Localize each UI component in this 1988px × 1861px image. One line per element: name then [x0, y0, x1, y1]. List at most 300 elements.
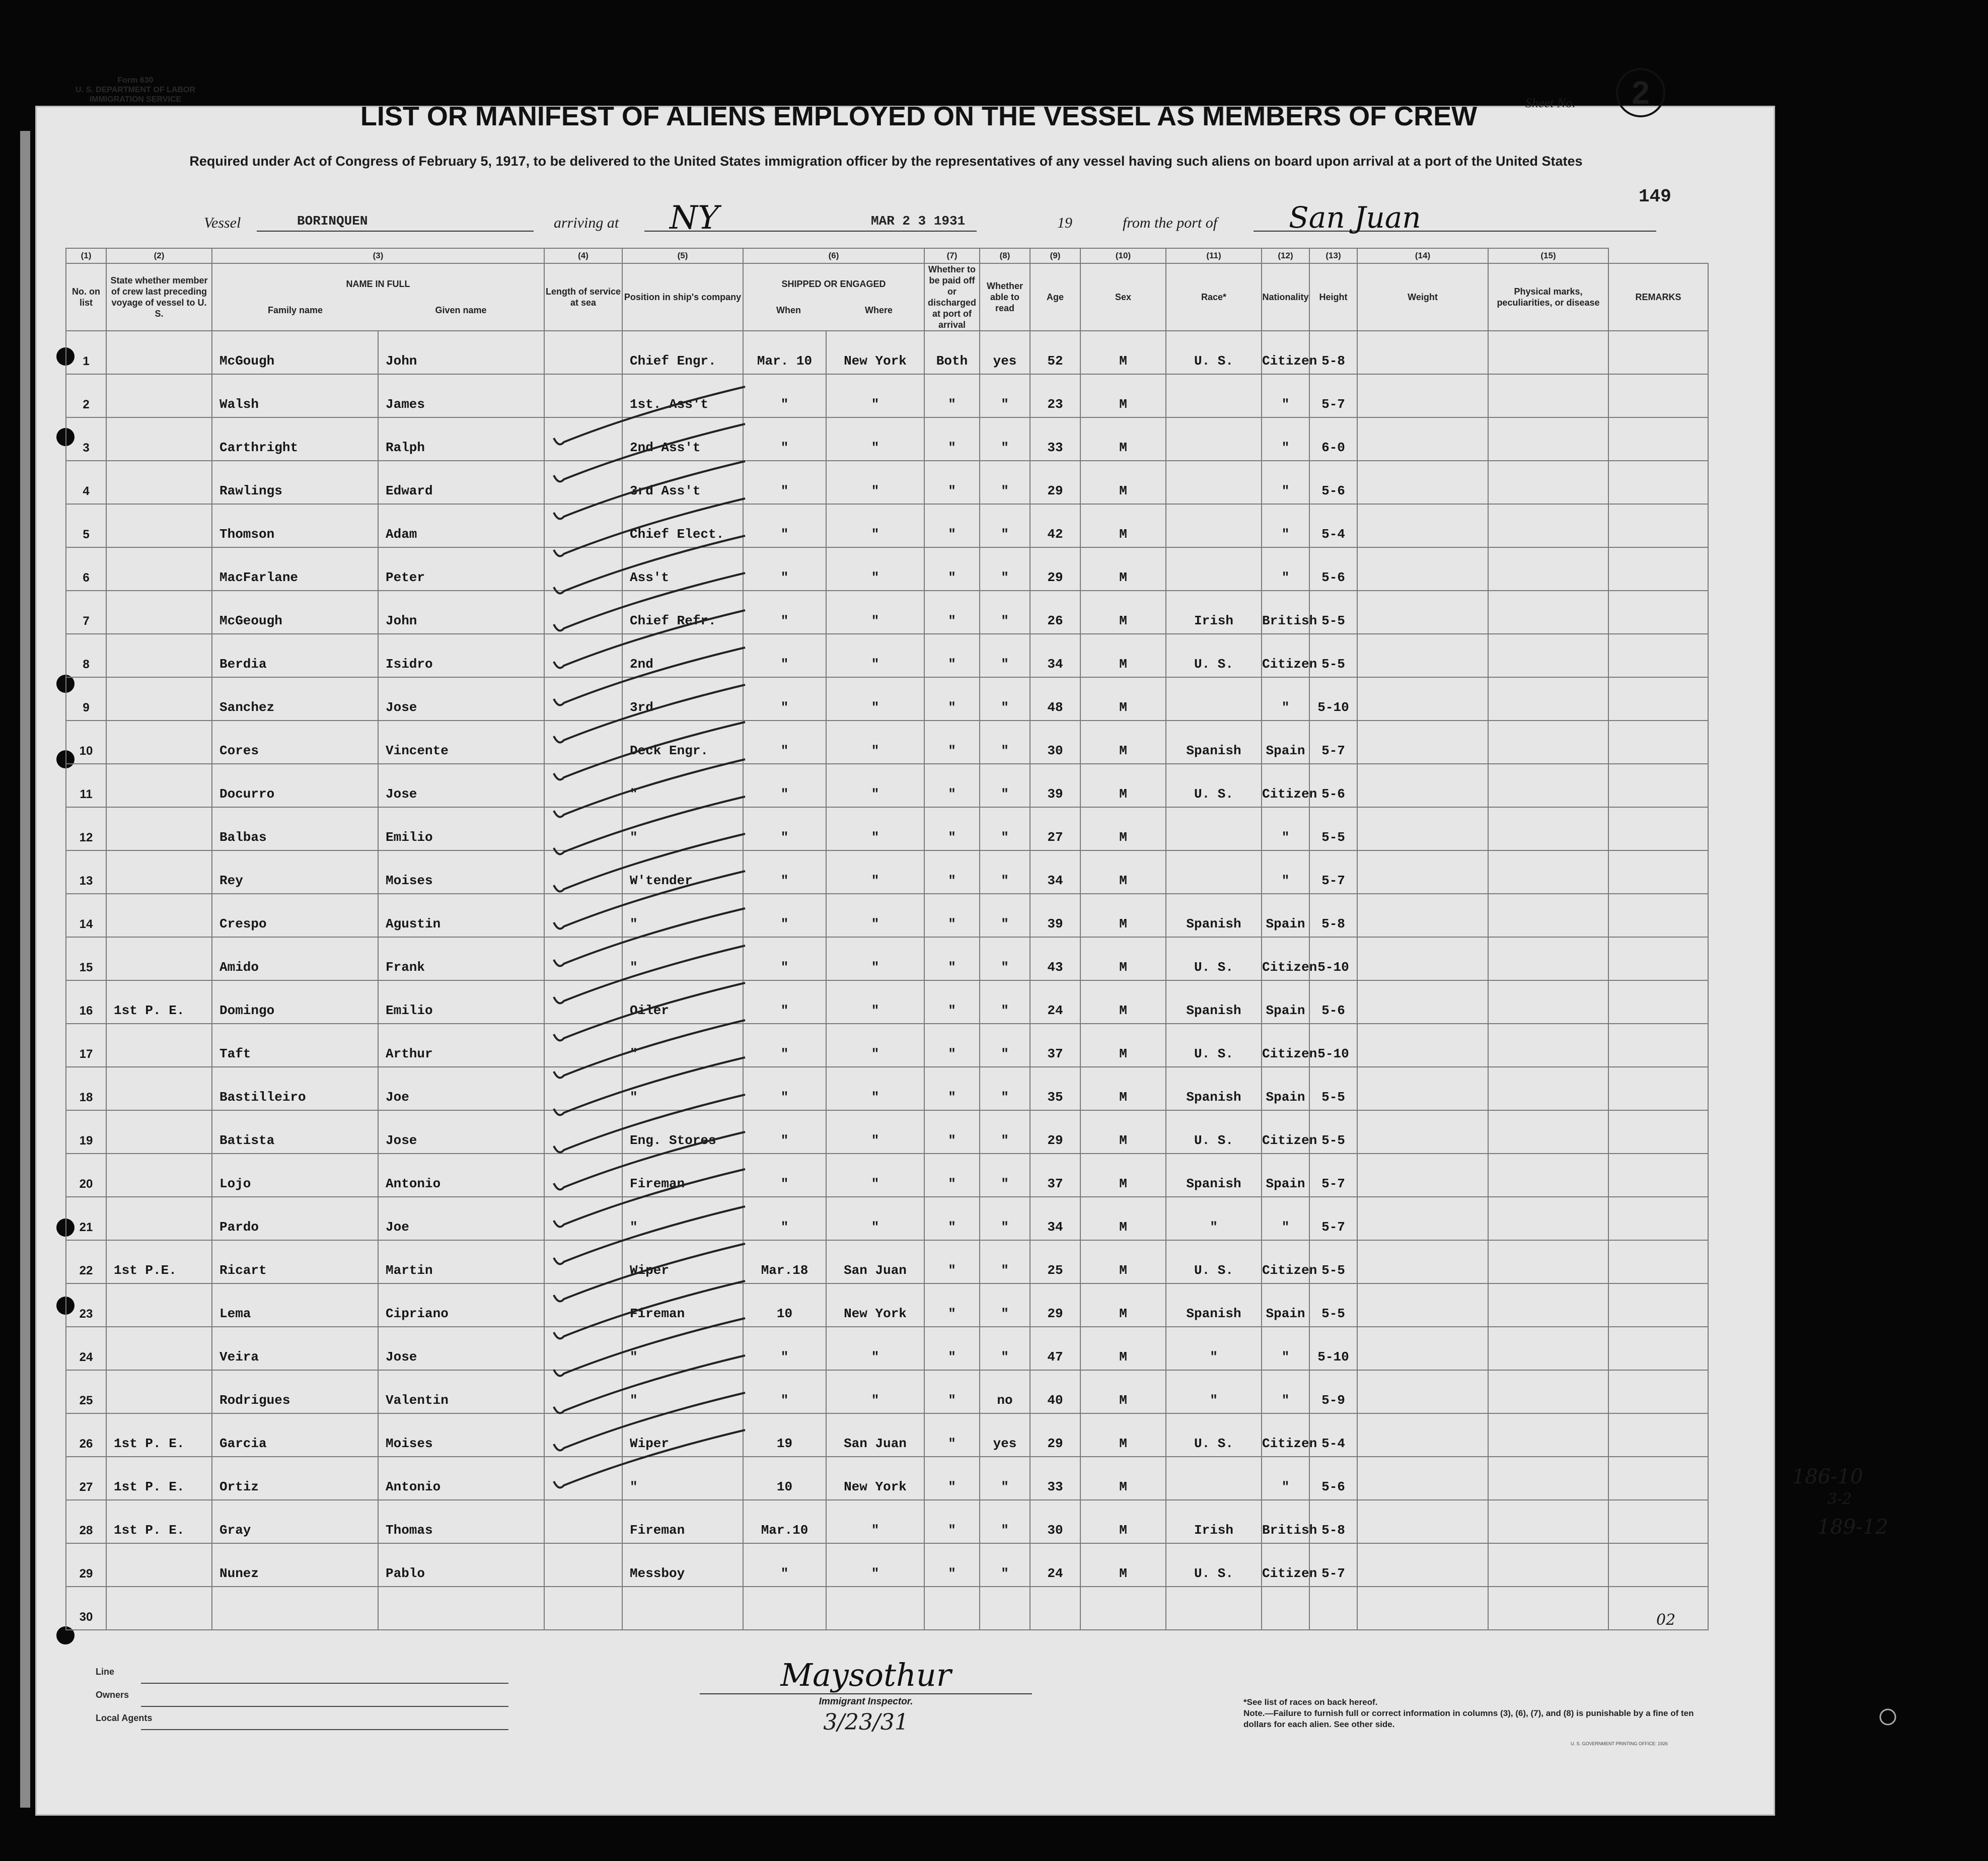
header-no-on-list: No. on list: [66, 263, 106, 331]
state-cell: [106, 1197, 212, 1240]
remarks-cell: [1608, 634, 1708, 677]
sex-cell: M: [1080, 764, 1166, 807]
remarks-cell: [1608, 1457, 1708, 1500]
able-to-read-cell: ": [980, 461, 1030, 504]
table-row: [66, 591, 1708, 634]
weight-cell: [1357, 504, 1488, 547]
check-mark: [554, 1393, 745, 1451]
family-name-cell: Domingo: [212, 980, 378, 1024]
sex-cell: M: [1080, 374, 1166, 417]
weight-cell: [1357, 1154, 1488, 1197]
remarks-cell: [1608, 721, 1708, 764]
shipped-where-cell: ": [826, 547, 924, 591]
given-name-cell: Cipriano: [378, 1283, 544, 1327]
race-cell: [1166, 677, 1262, 721]
nationality-cell: Spain: [1262, 1067, 1309, 1110]
able-to-read-cell: ": [980, 1197, 1030, 1240]
from-port-value: San Juan: [1289, 200, 1421, 235]
check-mark: [554, 983, 745, 1041]
remarks-cell: [1608, 1413, 1708, 1457]
header-height: Height: [1309, 263, 1357, 331]
row-number: 11: [66, 764, 106, 807]
able-to-read-cell: ": [980, 417, 1030, 461]
shipped-when-cell: ": [743, 1067, 826, 1110]
shipped-when-cell: Mar.10: [743, 1500, 826, 1543]
remarks-cell: [1608, 331, 1708, 374]
remarks-cell: [1608, 417, 1708, 461]
weight-cell: [1357, 1240, 1488, 1283]
race-cell: [1166, 504, 1262, 547]
row-number: 28: [66, 1500, 106, 1543]
row-number: 7: [66, 591, 106, 634]
sex-cell: M: [1080, 980, 1166, 1024]
physical-marks-cell: [1488, 1500, 1608, 1543]
family-name-cell: Berdia: [212, 634, 378, 677]
able-to-read-cell: ": [980, 1543, 1030, 1587]
row-number: 24: [66, 1327, 106, 1370]
paid-off-cell: ": [924, 417, 980, 461]
check-mark: [554, 1430, 745, 1488]
check-mark: [554, 946, 745, 1004]
inspector-check-marks: [544, 413, 826, 1571]
given-name-cell: Moises: [378, 1413, 544, 1457]
remarks-cell: [1608, 1370, 1708, 1413]
given-name-cell: Jose: [378, 677, 544, 721]
race-cell: U. S.: [1166, 1413, 1262, 1457]
table-row: [66, 1197, 1708, 1240]
shipped-when-cell: ": [743, 764, 826, 807]
nationality-cell: Citizen: [1262, 331, 1309, 374]
check-mark: [554, 573, 745, 631]
remarks-cell: [1608, 504, 1708, 547]
nationality-cell: British: [1262, 1500, 1309, 1543]
table-row: [66, 677, 1708, 721]
header-age: Age: [1030, 263, 1080, 331]
paid-off-cell: ": [924, 374, 980, 417]
check-mark: [554, 536, 745, 594]
shipped-when-cell: ": [743, 894, 826, 937]
race-cell: U. S.: [1166, 331, 1262, 374]
height-cell: 5-8: [1309, 894, 1357, 937]
weight-cell: [1357, 1500, 1488, 1543]
sex-cell: M: [1080, 1067, 1166, 1110]
height-cell: 5-6: [1309, 461, 1357, 504]
height-cell: 5-5: [1309, 591, 1357, 634]
col-number: (6): [743, 248, 924, 263]
row-number: 5: [66, 504, 106, 547]
position-cell: 3rd Ass't: [622, 461, 743, 504]
shipped-when-cell: 10: [743, 1283, 826, 1327]
shipped-when-cell: Mar.18: [743, 1240, 826, 1283]
row-number: 9: [66, 677, 106, 721]
header-length-of-service: Length of service at sea: [544, 263, 622, 331]
sheet-number: 2: [1616, 68, 1665, 117]
state-cell: [106, 807, 212, 850]
paid-off-cell: ": [924, 1457, 980, 1500]
col-number: (2): [106, 248, 212, 263]
shipped-where-cell: New York: [826, 1283, 924, 1327]
sex-cell: M: [1080, 1110, 1166, 1154]
remarks-cell: [1608, 374, 1708, 417]
shipped-where-cell: San Juan: [826, 1240, 924, 1283]
given-name-cell: Antonio: [378, 1457, 544, 1500]
check-mark: [554, 1095, 745, 1153]
shipped-where-cell: ": [826, 1327, 924, 1370]
check-mark: [554, 461, 745, 519]
line-underline: [141, 1683, 508, 1684]
page-title: LIST OR MANIFEST OF ALIENS EMPLOYED ON THE VESSEL AS MEMBERS OF CREW: [360, 101, 1478, 131]
check-mark: [554, 1318, 745, 1376]
position-cell: Oiler: [622, 980, 743, 1024]
able-to-read-cell: ": [980, 677, 1030, 721]
height-cell: 5-4: [1309, 1413, 1357, 1457]
nationality-cell: ": [1262, 1327, 1309, 1370]
shipped-where-cell: ": [826, 937, 924, 980]
shipped-when-cell: ": [743, 1327, 826, 1370]
sex-cell: M: [1080, 677, 1166, 721]
row-number: 12: [66, 807, 106, 850]
position-cell: Deck Engr.: [622, 721, 743, 764]
state-cell: [106, 1327, 212, 1370]
given-name-cell: Moises: [378, 850, 544, 894]
able-to-read-cell: no: [980, 1370, 1030, 1413]
paid-off-cell: ": [924, 461, 980, 504]
paid-off-cell: ": [924, 1240, 980, 1283]
able-to-read-cell: yes: [980, 1413, 1030, 1457]
row-number: 15: [66, 937, 106, 980]
shipped-when-cell: ": [743, 504, 826, 547]
remarks-cell: [1608, 1283, 1708, 1327]
table-row: [66, 1587, 1708, 1630]
height-cell: 5-7: [1309, 1197, 1357, 1240]
age-cell: 29: [1030, 1110, 1080, 1154]
race-cell: [1166, 374, 1262, 417]
row-number: 17: [66, 1024, 106, 1067]
family-name-cell: Rey: [212, 850, 378, 894]
sex-cell: [1080, 1587, 1166, 1630]
shipped-when-cell: ": [743, 807, 826, 850]
paid-off-cell: ": [924, 1370, 980, 1413]
family-name-cell: Taft: [212, 1024, 378, 1067]
shipped-where-cell: ": [826, 374, 924, 417]
remarks-cell: [1608, 764, 1708, 807]
header-name-in-full: [212, 263, 544, 331]
age-cell: 23: [1030, 374, 1080, 417]
able-to-read-cell: ": [980, 1457, 1030, 1500]
given-name-cell: Emilio: [378, 980, 544, 1024]
paid-off-cell: ": [924, 1197, 980, 1240]
shipped-when-cell: ": [743, 1543, 826, 1587]
able-to-read-cell: ": [980, 1154, 1030, 1197]
able-to-read-cell: ": [980, 850, 1030, 894]
race-cell: Spanish: [1166, 980, 1262, 1024]
given-name-cell: Vincente: [378, 721, 544, 764]
race-cell: [1166, 1587, 1262, 1630]
shipped-when-cell: ": [743, 1197, 826, 1240]
shipped-where-cell: ": [826, 1024, 924, 1067]
sex-cell: M: [1080, 937, 1166, 980]
age-cell: 52: [1030, 331, 1080, 374]
shipped-where-cell: San Juan: [826, 1413, 924, 1457]
position-cell: ": [622, 764, 743, 807]
physical-marks-cell: [1488, 504, 1608, 547]
shipped-where-cell: ": [826, 980, 924, 1024]
remarks-cell: [1608, 547, 1708, 591]
check-mark: [554, 871, 745, 929]
age-cell: 30: [1030, 721, 1080, 764]
physical-marks-cell: [1488, 374, 1608, 417]
table-row: [66, 1067, 1708, 1110]
age-cell: 42: [1030, 504, 1080, 547]
shipped-where-cell: ": [826, 850, 924, 894]
able-to-read-cell: ": [980, 1283, 1030, 1327]
form-code: Form 630 U. S. DEPARTMENT OF LABOR IMMIGRATION SERVICE: [76, 76, 195, 104]
family-name-cell: Batista: [212, 1110, 378, 1154]
family-name-cell: Walsh: [212, 374, 378, 417]
weight-cell: [1357, 547, 1488, 591]
table-row: [66, 1240, 1708, 1283]
age-cell: 37: [1030, 1024, 1080, 1067]
given-name-cell: Thomas: [378, 1500, 544, 1543]
remarks-cell: [1608, 894, 1708, 937]
given-name-cell: Joe: [378, 1067, 544, 1110]
arrival-date: MAR 2 3 1931: [871, 213, 966, 229]
owners-field: [96, 1690, 152, 1713]
owners-label: Owners: [96, 1690, 129, 1700]
shipped-where-cell: ": [826, 591, 924, 634]
paid-off-cell: ": [924, 1413, 980, 1457]
height-cell: [1309, 1587, 1357, 1630]
owners-underline: [141, 1706, 508, 1707]
weight-cell: [1357, 331, 1488, 374]
header-sex: Sex: [1080, 263, 1166, 331]
sex-cell: M: [1080, 1370, 1166, 1413]
given-name-cell: Isidro: [378, 634, 544, 677]
shipped-when-cell: ": [743, 937, 826, 980]
col-number: (14): [1357, 248, 1488, 263]
paid-off-cell: ": [924, 547, 980, 591]
paid-off-cell: ": [924, 764, 980, 807]
sex-cell: M: [1080, 547, 1166, 591]
age-cell: [1030, 1587, 1080, 1630]
sex-cell: M: [1080, 721, 1166, 764]
shipped-where-cell: ": [826, 764, 924, 807]
position-cell: Fireman: [622, 1283, 743, 1327]
race-cell: Spanish: [1166, 894, 1262, 937]
row-number: 1: [66, 331, 106, 374]
given-name-cell: Emilio: [378, 807, 544, 850]
weight-cell: [1357, 894, 1488, 937]
shipped-where-cell: ": [826, 1154, 924, 1197]
sheet-edge: [20, 131, 30, 1808]
row-number: 30: [66, 1587, 106, 1630]
col-number: (9): [1030, 248, 1080, 263]
physical-marks-cell: [1488, 547, 1608, 591]
inspector-date: 3/23/31: [823, 1709, 909, 1735]
shipped-where-cell: ": [826, 634, 924, 677]
family-name-cell: Garcia: [212, 1413, 378, 1457]
sex-cell: M: [1080, 417, 1166, 461]
paid-off-cell: ": [924, 1024, 980, 1067]
shipped-when-cell: ": [743, 1370, 826, 1413]
able-to-read-cell: ": [980, 374, 1030, 417]
remarks-cell: [1608, 677, 1708, 721]
height-cell: 5-5: [1309, 1240, 1357, 1283]
age-cell: 29: [1030, 1283, 1080, 1327]
row-number: 10: [66, 721, 106, 764]
shipped-where-cell: ": [826, 807, 924, 850]
given-name-cell: [378, 1587, 544, 1630]
race-cell: Irish: [1166, 591, 1262, 634]
given-name-cell: Peter: [378, 547, 544, 591]
height-cell: 5-7: [1309, 1154, 1357, 1197]
paid-off-cell: ": [924, 1283, 980, 1327]
weight-cell: [1357, 1067, 1488, 1110]
agents-field: [96, 1713, 152, 1736]
nationality-cell: ": [1262, 1457, 1309, 1500]
weight-cell: [1357, 1110, 1488, 1154]
age-cell: 29: [1030, 1413, 1080, 1457]
column-number-row: [66, 248, 1708, 263]
shipped-when-cell: ": [743, 417, 826, 461]
row-number: 19: [66, 1110, 106, 1154]
shipped-where-cell: ": [826, 504, 924, 547]
row-number: 23: [66, 1283, 106, 1327]
sheet-label: Sheet No.: [1525, 96, 1576, 110]
sex-cell: M: [1080, 1283, 1166, 1327]
weight-cell: [1357, 634, 1488, 677]
nationality-cell: ": [1262, 807, 1309, 850]
check-mark: [554, 834, 745, 892]
paid-off-cell: ": [924, 677, 980, 721]
race-cell: ": [1166, 1370, 1262, 1413]
weight-cell: [1357, 721, 1488, 764]
check-mark: [554, 759, 745, 817]
row-number: 4: [66, 461, 106, 504]
paid-off-cell: ": [924, 721, 980, 764]
race-cell: U. S.: [1166, 1543, 1262, 1587]
paid-off-cell: ": [924, 634, 980, 677]
col-number: (4): [544, 248, 622, 263]
race-cell: U. S.: [1166, 764, 1262, 807]
col-number: (1): [66, 248, 106, 263]
age-cell: 33: [1030, 1457, 1080, 1500]
paid-off-cell: ": [924, 504, 980, 547]
position-cell: Fireman: [622, 1154, 743, 1197]
weight-cell: [1357, 1457, 1488, 1500]
state-cell: [106, 504, 212, 547]
race-cell: ": [1166, 1327, 1262, 1370]
remarks-cell: [1608, 1110, 1708, 1154]
row-number: 2: [66, 374, 106, 417]
age-cell: 34: [1030, 1197, 1080, 1240]
sex-cell: M: [1080, 634, 1166, 677]
sex-cell: M: [1080, 894, 1166, 937]
position-cell: 1st. Ass't: [622, 374, 743, 417]
able-to-read-cell: ": [980, 937, 1030, 980]
inspector-signature: Maysothur: [780, 1657, 951, 1693]
position-cell: ": [622, 1327, 743, 1370]
weight-cell: [1357, 417, 1488, 461]
state-cell: [106, 764, 212, 807]
family-name-cell: Rodrigues: [212, 1370, 378, 1413]
col-number: (15): [1488, 248, 1608, 263]
shipped-where-cell: ": [826, 1110, 924, 1154]
sex-cell: M: [1080, 850, 1166, 894]
physical-marks-cell: [1488, 1067, 1608, 1110]
given-name-cell: Valentin: [378, 1370, 544, 1413]
nationality-cell: Spain: [1262, 721, 1309, 764]
shipped-where-cell: ": [826, 721, 924, 764]
age-cell: 34: [1030, 634, 1080, 677]
sex-cell: M: [1080, 807, 1166, 850]
weight-cell: [1357, 1413, 1488, 1457]
given-name-cell: Ralph: [378, 417, 544, 461]
row-number: 8: [66, 634, 106, 677]
age-cell: 34: [1030, 850, 1080, 894]
paid-off-cell: ": [924, 807, 980, 850]
family-name-cell: Ricart: [212, 1240, 378, 1283]
weight-cell: [1357, 1370, 1488, 1413]
header-name-in-full-label: NAME IN FULL: [346, 279, 410, 289]
age-cell: 40: [1030, 1370, 1080, 1413]
race-cell: Spanish: [1166, 1154, 1262, 1197]
nationality-cell: Spain: [1262, 1154, 1309, 1197]
race-cell: U. S.: [1166, 634, 1262, 677]
vessel-underline: [257, 231, 534, 232]
shipped-when-cell: ": [743, 677, 826, 721]
nationality-cell: ": [1262, 504, 1309, 547]
family-name-cell: McGeough: [212, 591, 378, 634]
position-cell: Wiper: [622, 1240, 743, 1283]
col-number: (10): [1080, 248, 1166, 263]
position-cell: ": [622, 1024, 743, 1067]
shipped-where-cell: ": [826, 1370, 924, 1413]
row-number: 29: [66, 1543, 106, 1587]
check-mark: [554, 610, 745, 668]
state-cell: [106, 417, 212, 461]
race-cell: Irish: [1166, 1500, 1262, 1543]
table-row: [66, 1110, 1708, 1154]
table-row: [66, 1543, 1708, 1587]
given-name-cell: Jose: [378, 1327, 544, 1370]
remarks-cell: [1608, 980, 1708, 1024]
physical-marks-cell: [1488, 1457, 1608, 1500]
state-cell: [106, 850, 212, 894]
weight-cell: [1357, 1327, 1488, 1370]
service-length-cell: [544, 1587, 622, 1630]
margin-note: 02: [1656, 1611, 1676, 1629]
physical-marks-cell: [1488, 1587, 1608, 1630]
nationality-cell: Citizen: [1262, 1024, 1309, 1067]
age-cell: 26: [1030, 591, 1080, 634]
nationality-cell: Citizen: [1262, 1413, 1309, 1457]
header-paid-off: Whether to be paid off or discharged at port of arrival: [924, 263, 980, 331]
check-mark: [554, 685, 745, 743]
family-name-cell: Crespo: [212, 894, 378, 937]
printing-office-imprint: U. S. GOVERNMENT PRINTING OFFICE: 1926: [1571, 1741, 1668, 1746]
state-cell: 1st P. E.: [106, 1413, 212, 1457]
shipped-where-cell: ": [826, 461, 924, 504]
table-row: [66, 850, 1708, 894]
physical-marks-cell: [1488, 331, 1608, 374]
age-cell: 27: [1030, 807, 1080, 850]
race-cell: U. S.: [1166, 937, 1262, 980]
weight-cell: [1357, 1283, 1488, 1327]
table-row: [66, 1457, 1708, 1500]
state-cell: [106, 547, 212, 591]
given-name-cell: John: [378, 591, 544, 634]
